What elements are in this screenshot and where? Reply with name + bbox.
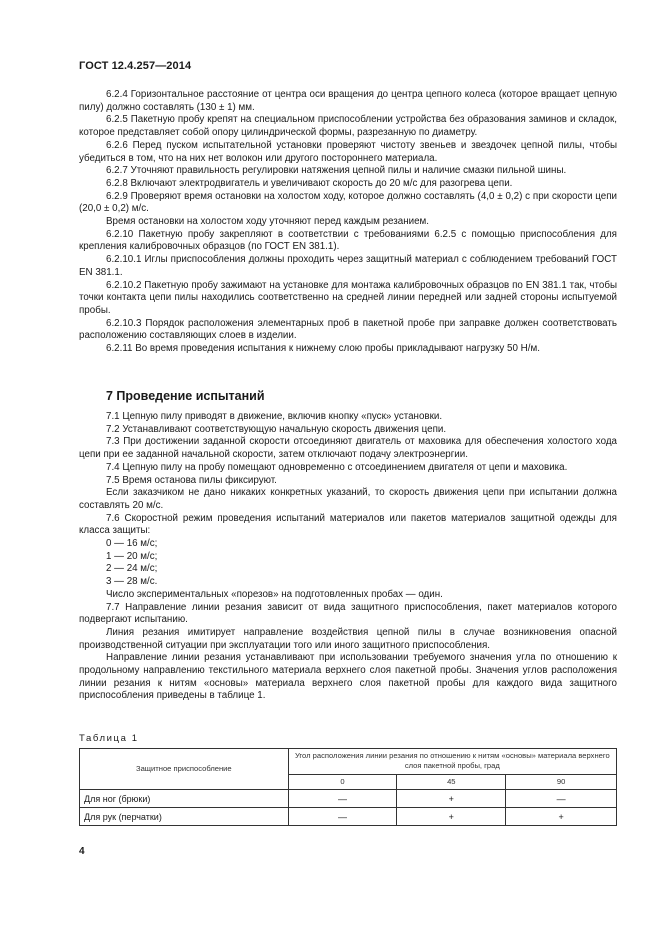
cell-value: + <box>506 808 617 826</box>
paragraph: Линия резания имитирует направление воздействия цепной пилы в случае возникновения опасной производственной ситуации при эксплуатации того или иного защитного приспособления. <box>79 626 617 651</box>
list-item: 2 — 24 м/с; <box>106 563 158 575</box>
section-7-text <box>79 411 617 703</box>
paragraph: Если заказчиком не дано никаких конкретных указаний, то скорость движения цепи при испытании должна составлять 20 м/с. <box>79 487 617 511</box>
cell-value: — <box>288 808 397 826</box>
paragraph: 6.2.11 Во время проведения испытания к нижнему слою пробы прикладывают нагрузку 50 Н/м. <box>106 343 540 355</box>
paragraph: 6.2.10 Пакетную пробу закрепляют в соответствии с требованиями 6.2.5 с помощью приспособления для крепления калибровочных образцов (по ГОСТ EN 381.1). <box>79 228 617 253</box>
table-row <box>80 808 617 826</box>
cell-value: + <box>397 808 506 826</box>
paragraph: 7.5 Время останова пилы фиксируют. <box>106 474 277 486</box>
paragraph: Число экспериментальных «порезов» на подготовленных пробах — один. <box>106 588 443 600</box>
table-caption: Таблица 1 <box>79 733 139 744</box>
paragraph: 7.2 Устанавливают соответствующую начальную скорость движения цепи. <box>106 423 447 435</box>
list-item: 1 — 20 м/с; <box>106 550 158 562</box>
paragraph: 7.1 Цепную пилу приводят в движение, включив кнопку «пуск» установки. <box>106 411 443 422</box>
paragraph: Направление линии резания устанавливают при использовании требуемого значения угла по отношению к продольному направлению текстильного материала верхнего слоя пакетной пробы. Значения углов расположения линии резания к нитям «основы» материала верхнего слоя пакетной пробы для каждого вида защитного приспособления приведены в таблице 1. <box>79 652 617 702</box>
cell-value: + <box>397 790 506 808</box>
paragraph: 6.2.6 Перед пуском испытательной установки проверяют чистоту звеньев и звездочек цепной пилы, чтобы убедиться в том, что на них нет волокон или другого постороннего материала. <box>79 139 617 164</box>
list-item: 3 — 28 м/с. <box>106 576 158 588</box>
document-header: ГОСТ 12.4.257—2014 <box>79 60 192 72</box>
header-angle-group: Угол расположения линии резания по отношению к нитям «основы» материала верхнего слоя пакетной пробы, град <box>288 749 616 775</box>
table-1 <box>79 748 617 826</box>
header-angle: 45 <box>397 774 506 789</box>
paragraph: Время остановки на холостом ходу уточняют перед каждым резанием. <box>106 216 430 228</box>
paragraph: 6.2.5 Пакетную пробу крепят на специальном приспособлении устройства без образования заминов и складок, которое представляет собой опору цилиндрической формы, разрезанную по диаметру. <box>79 114 617 139</box>
paragraph: 6.2.4 Горизонтальное расстояние от центра оси вращения до центра цепного колеса (которое вращает цепную пилу) должно составлять (130 ± 1) мм. <box>79 89 617 113</box>
header-angle: 0 <box>288 774 397 789</box>
paragraph: 7.3 При достижении заданной скорости отсоединяют двигатель от маховика для обеспечения холостого хода цепи при ее заданной начальной скорости, затем отключают подачу электроэнергии. <box>79 436 617 461</box>
page-number: 4 <box>79 846 85 857</box>
cell-value: — <box>288 790 397 808</box>
paragraph: 6.2.9 Проверяют время остановки на холостом ходу, которое должно составлять (4,0 ± 0,2) с при скорости цепи (20,0 ± 0,2) м/с. <box>79 190 617 215</box>
cell-value: — <box>506 790 617 808</box>
paragraph: 6.2.10.3 Порядок расположения элементарных проб в пакетной пробе при заправке должен соответствовать расположению составляющих слоев в изделии. <box>79 317 617 342</box>
section-7-heading: 7 Проведение испытаний <box>106 389 265 403</box>
paragraph: 7.7 Направление линии резания зависит от вида защитного приспособления, пакет материалов которого подвергают испытанию. <box>79 601 617 626</box>
row-label: Для рук (перчатки) <box>80 808 289 826</box>
paragraph: 6.2.7 Уточняют правильность регулировки натяжения цепной пилы и наличие смазки пильной шины. <box>106 165 567 177</box>
paragraph: 6.2.8 Включают электродвигатель и увеличивают скорость до 20 м/с для разогрева цепи. <box>106 177 513 189</box>
table-row <box>80 790 617 808</box>
paragraph: 7.4 Цепную пилу на пробу помещают одновременно с отсоединением двигателя от цепи и маховика. <box>106 461 568 473</box>
paragraph: 6.2.10.2 Пакетную пробу зажимают на установке для монтажа калибровочных образцов по EN 381.1 так, чтобы точки контакта цепи пилы находились соответственно на средней линии передней или задней стороны испытуемой пробы. <box>79 279 617 316</box>
header-protective-device: Защитное приспособление <box>80 749 289 790</box>
header-angle: 90 <box>506 774 617 789</box>
clause-6-2-text <box>79 89 617 356</box>
list-item: 0 — 16 м/с; <box>106 538 158 550</box>
paragraph: 6.2.10.1 Иглы приспособления должны проходить через защитный материал с соблюдением требований ГОСТ EN 381.1. <box>79 254 617 278</box>
row-label: Для ног (брюки) <box>80 790 289 808</box>
paragraph: 7.6 Скоростной режим проведения испытаний материалов или пакетов материалов защитной одежды для класса защиты: <box>79 512 617 537</box>
